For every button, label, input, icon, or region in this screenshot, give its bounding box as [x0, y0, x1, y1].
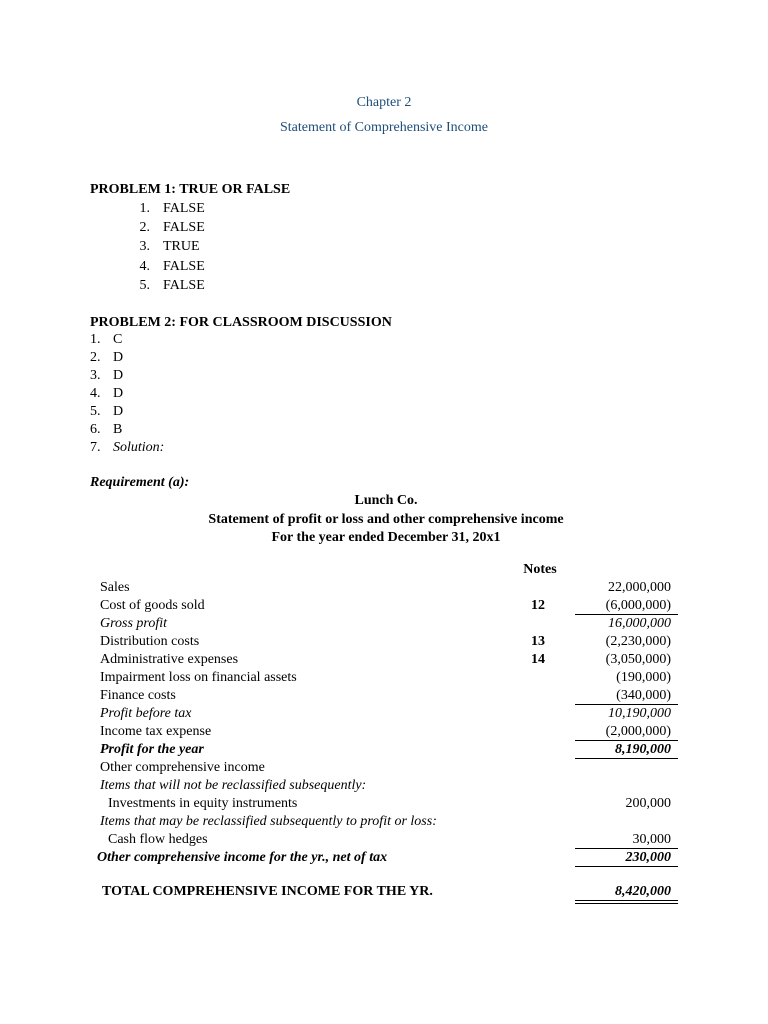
underline-rule	[575, 848, 678, 849]
row-amount: 30,000	[632, 832, 671, 847]
item-answer: B	[113, 422, 123, 437]
item-answer: D	[113, 368, 124, 383]
row-label: Gross profit	[100, 616, 168, 631]
double-underline-rule	[575, 900, 678, 901]
item-number: 2.	[90, 350, 101, 365]
item-number: 5.	[90, 404, 101, 419]
row-amount: (2,230,000)	[605, 634, 671, 649]
row-label: Profit before tax	[100, 706, 192, 721]
item-number: 1.	[90, 332, 101, 347]
row-amount: 10,190,000	[608, 706, 671, 721]
item-answer: FALSE	[163, 220, 205, 235]
item-answer: Solution:	[113, 440, 165, 455]
item-number: 6.	[90, 422, 101, 437]
list-item	[90, 404, 124, 420]
total-label: TOTAL COMPREHENSIVE INCOME FOR THE YR.	[102, 884, 433, 899]
chapter-heading: Chapter 2	[356, 95, 412, 110]
underline-rule	[575, 614, 678, 615]
list-item	[90, 422, 123, 438]
list-item	[90, 368, 124, 384]
underline-rule	[575, 704, 678, 705]
row-label: Cash flow hedges	[108, 832, 208, 847]
list-item	[90, 332, 123, 348]
row-label: Other comprehensive income for the yr., net of tax	[97, 850, 388, 865]
item-number: 1.	[139, 201, 150, 216]
row-amount: (6,000,000)	[605, 598, 671, 613]
statement-period: For the year ended December 31, 20x1	[271, 530, 501, 545]
row-amount: (2,000,000)	[605, 724, 671, 739]
row-amount: 230,000	[625, 850, 671, 865]
chapter-subtitle: Statement of Comprehensive Income	[280, 120, 488, 135]
row-label: Finance costs	[100, 688, 176, 703]
company-name: Lunch Co.	[354, 493, 418, 508]
list-item	[90, 350, 124, 366]
row-label: Investments in equity instruments	[108, 796, 298, 811]
row-amount: (340,000)	[616, 688, 671, 703]
row-amount: (3,050,000)	[605, 652, 671, 667]
underline-rule	[575, 740, 678, 741]
statement-title: Statement of profit or loss and other comprehensive income	[208, 512, 564, 527]
notes-header: Notes	[523, 562, 557, 577]
item-answer: TRUE	[163, 239, 200, 254]
item-number: 7.	[90, 440, 101, 455]
item-answer: C	[113, 332, 123, 347]
item-answer: FALSE	[163, 259, 205, 274]
row-label: Other comprehensive income	[100, 760, 265, 775]
requirement-label: Requirement (a):	[90, 475, 190, 490]
item-answer: FALSE	[163, 278, 205, 293]
row-note: 13	[531, 634, 545, 649]
row-amount: 22,000,000	[608, 580, 671, 595]
row-label: Items that may be reclassified subsequently to profit or loss:	[100, 814, 437, 829]
row-amount: (190,000)	[616, 670, 671, 685]
row-amount: 200,000	[625, 796, 671, 811]
list-item	[90, 440, 165, 456]
row-amount: 16,000,000	[608, 616, 671, 631]
item-answer: D	[113, 404, 124, 419]
row-label: Distribution costs	[100, 634, 200, 649]
underline-rule	[575, 866, 678, 867]
row-label: Sales	[100, 580, 130, 595]
row-note: 14	[531, 652, 545, 667]
underline-rule	[575, 758, 678, 759]
row-label: Income tax expense	[100, 724, 212, 739]
item-number: 2.	[139, 220, 150, 235]
problem-1-title: PROBLEM 1: TRUE OR FALSE	[90, 182, 291, 197]
double-underline-rule	[575, 903, 678, 904]
row-label: Administrative expenses	[100, 652, 239, 667]
problem-2-title: PROBLEM 2: FOR CLASSROOM DISCUSSION	[90, 315, 392, 330]
item-number: 4.	[90, 386, 101, 401]
item-answer: FALSE	[163, 201, 205, 216]
item-number: 3.	[139, 239, 150, 254]
list-item	[90, 386, 124, 402]
item-answer: D	[113, 386, 124, 401]
row-amount: 8,190,000	[615, 742, 671, 757]
row-label: Impairment loss on financial assets	[100, 670, 297, 685]
row-note: 12	[531, 598, 545, 613]
row-label: Cost of goods sold	[100, 598, 205, 613]
item-answer: D	[113, 350, 124, 365]
item-number: 3.	[90, 368, 101, 383]
item-number: 5.	[139, 278, 150, 293]
item-number: 4.	[139, 259, 150, 274]
total-amount: 8,420,000	[615, 884, 671, 899]
row-label: Items that will not be reclassified subsequently:	[100, 778, 367, 793]
row-label: Profit for the year	[100, 742, 204, 757]
